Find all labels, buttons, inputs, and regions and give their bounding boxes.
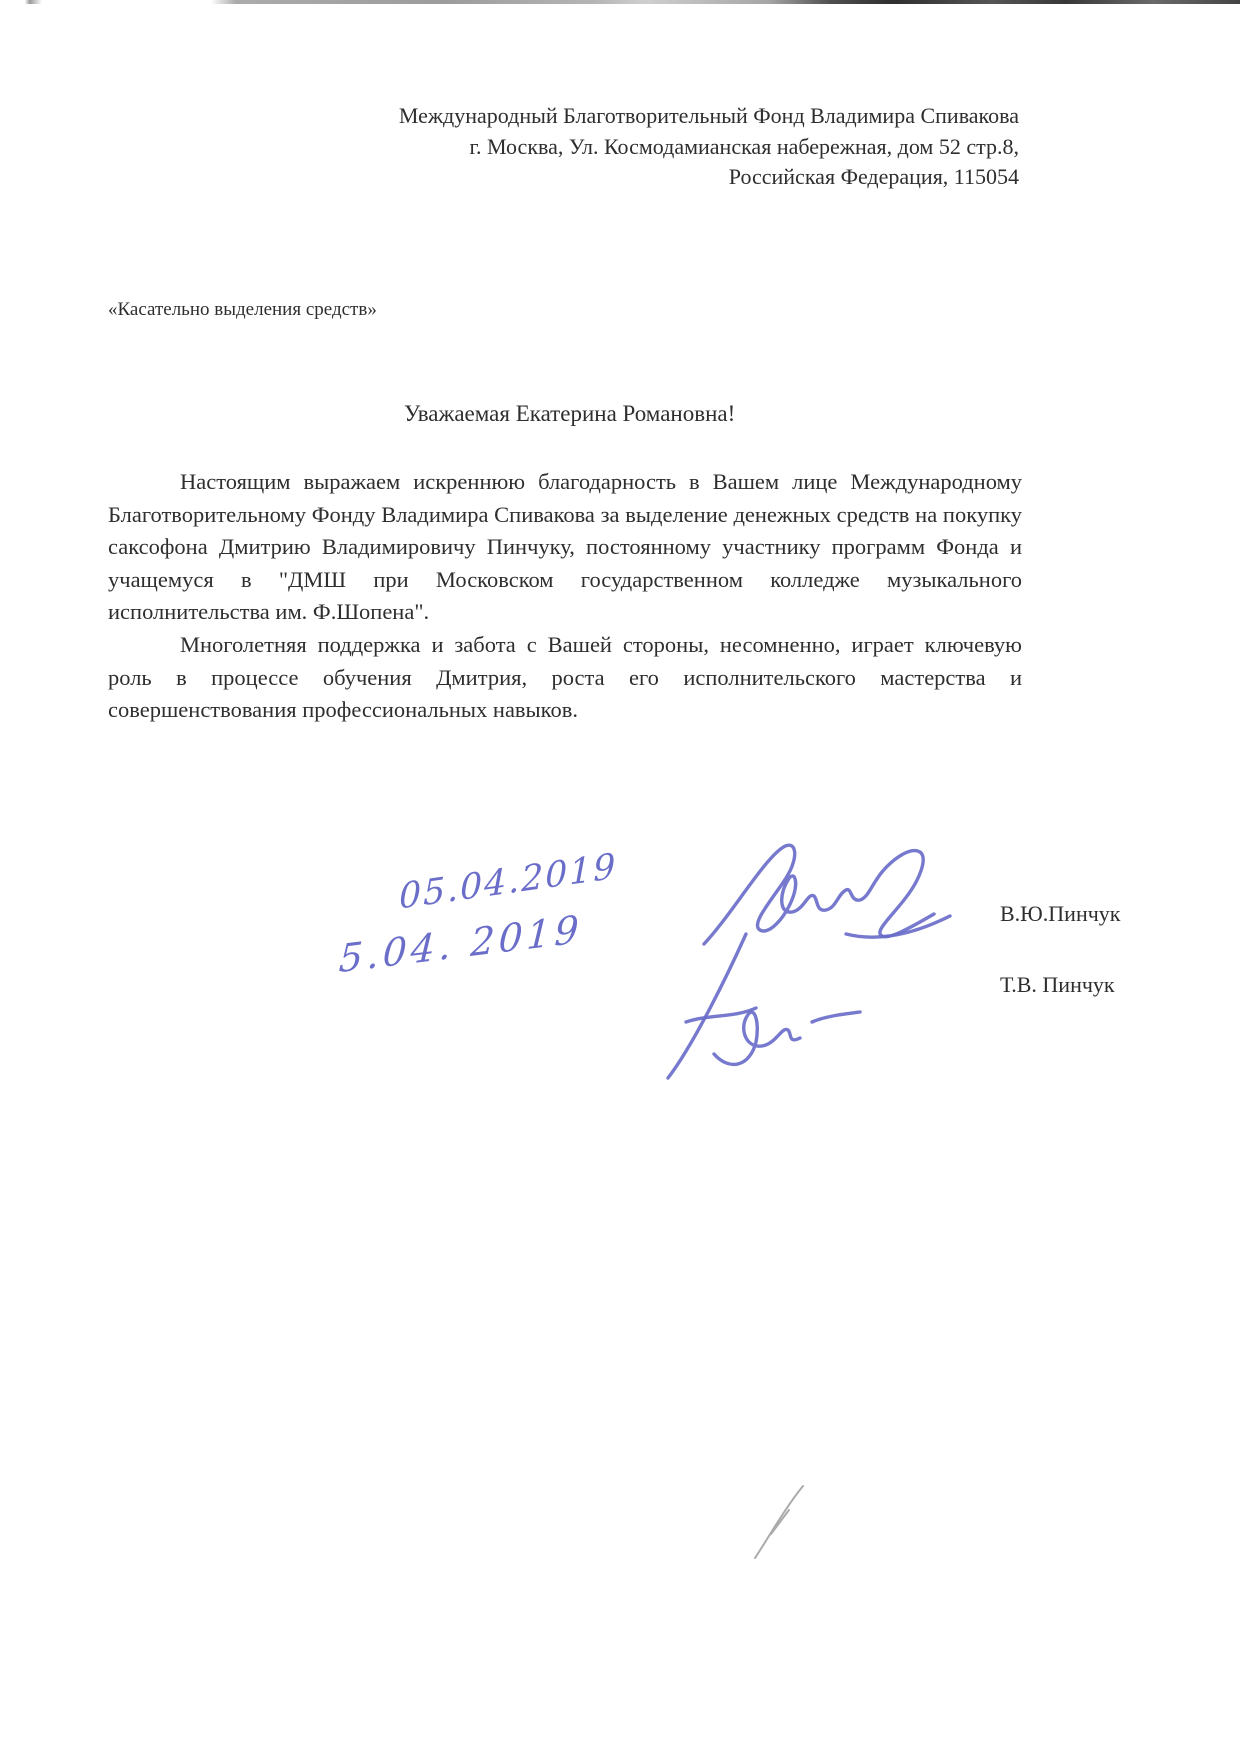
subject-line: «Касательно выделения средств» [108, 299, 377, 320]
sender-line-org: Международный Благотворительный Фонд Владимира Спивакова [398, 103, 1019, 128]
sender-address-block [399, 101, 1019, 193]
body-paragraph: Настоящим выражаем искреннюю благодарность в Вашем лице Международному Благотворительному Фонду Владимира Спивакова за выделение денежных средств на покупку саксофона Дмитрию Владимировичу Пинчуку, постоянному участнику программ Фонда и учащемуся в "ДМШ при Московском государственном колледже музыкального исполнительства им. Ф.Шопена". [108, 469, 1022, 625]
handwritten-date: 5.04. 2019 [337, 906, 584, 982]
pencil-mark [745, 1478, 815, 1568]
sender-line-street: г. Москва, Ул. Космодамианская набережная, дом 52 стр.8, [469, 133, 1019, 159]
scan-artifact-top [0, 0, 1240, 4]
sender-line-country: Российская Федерация, 115054 [728, 164, 1019, 189]
signatory-name: В.Ю.Пинчук [1000, 901, 1121, 926]
signature-scribble-icon [658, 926, 880, 1088]
letter-body [108, 466, 1022, 727]
handwritten-date: 05.04.2019 [399, 846, 618, 918]
signatory-name: Т.В. Пинчук [1000, 972, 1115, 997]
body-paragraph: Многолетняя поддержка и забота с Вашей стороны, несомненно, играет ключевую роль в процессе обучения Дмитрия, роста его исполнительского мастерства и совершенствования профессиональных навыков. [108, 631, 1022, 723]
greeting: Уважаемая Екатерина Романовна! [404, 401, 736, 426]
